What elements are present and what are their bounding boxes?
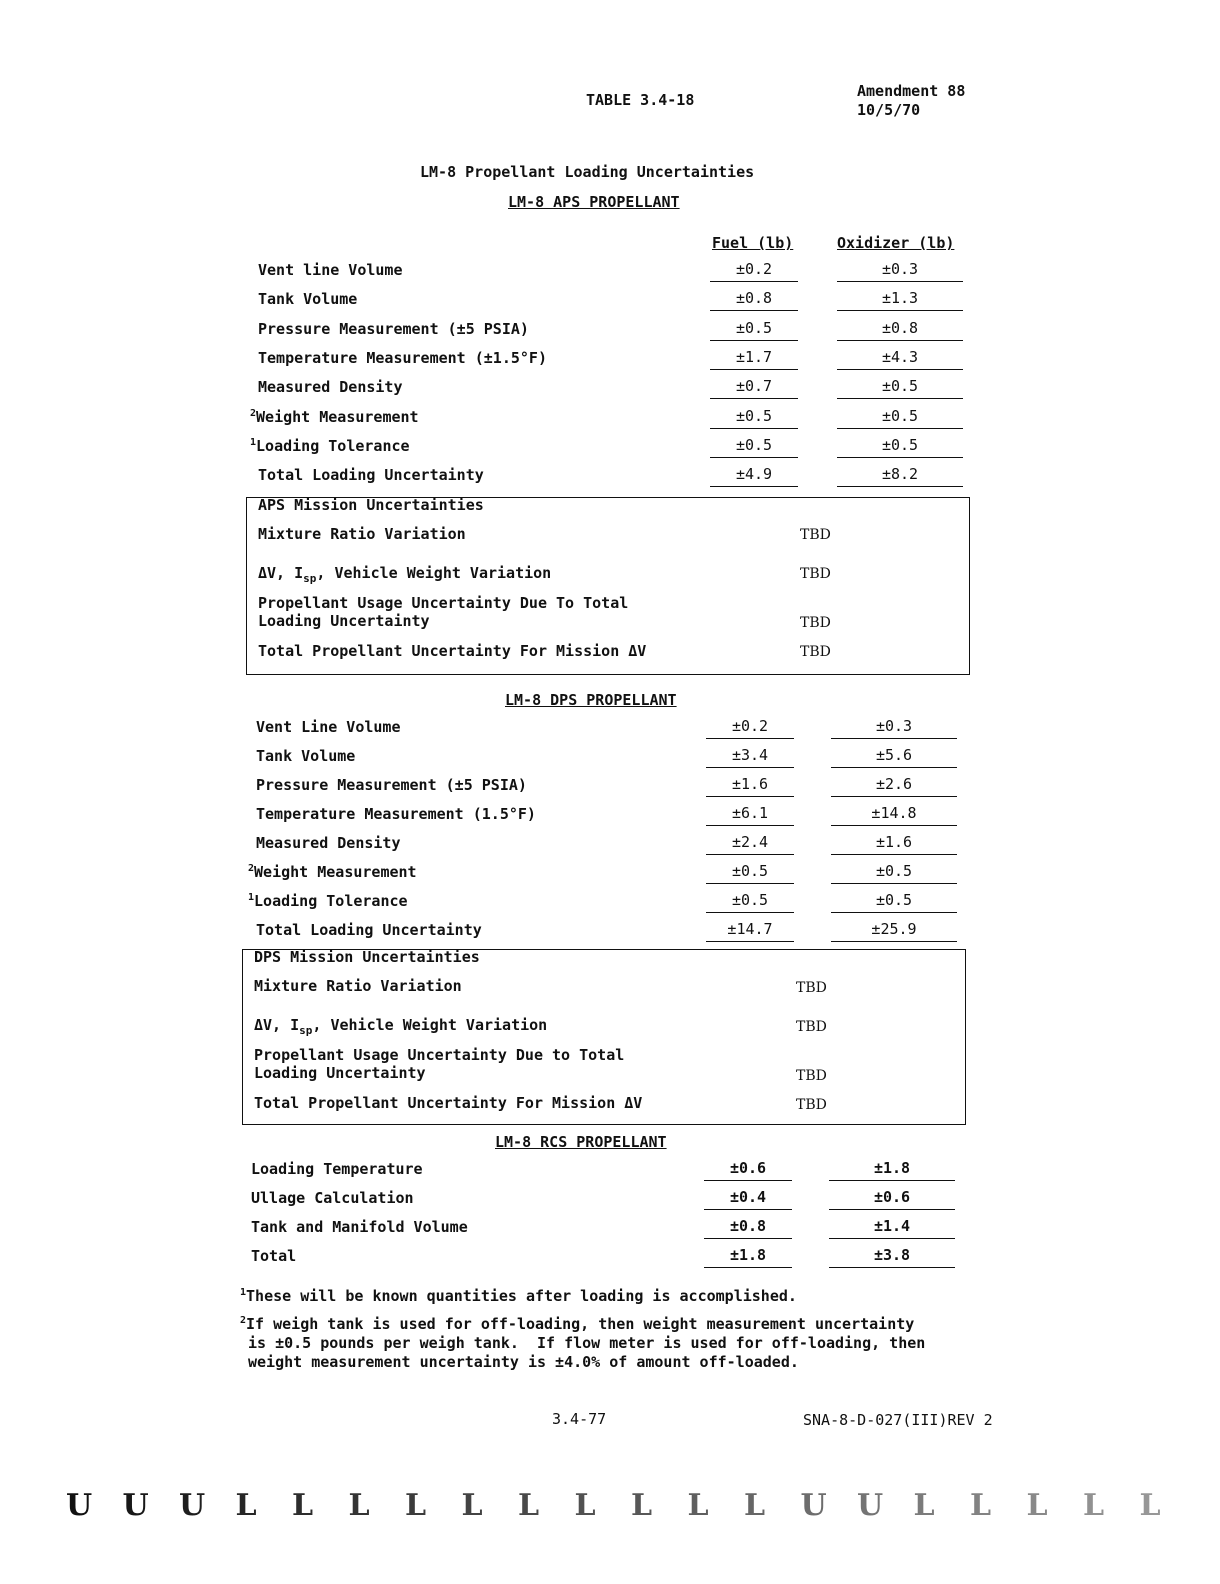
- aps-row-label-text: Weight Measurement: [256, 407, 419, 426]
- aps-fuel-value: ±4.9: [710, 464, 798, 487]
- dps-mixture-label: Mixture Ratio Variation: [254, 977, 462, 995]
- aps-dv-prefix: ΔV, I: [258, 564, 304, 582]
- dps-oxidizer-value: ±0.3: [831, 716, 957, 739]
- dps-mission-box: [242, 949, 966, 1125]
- dps-dv-prefix: ΔV, I: [254, 1016, 300, 1034]
- dps-row-label-text: Total Loading Uncertainty: [256, 921, 482, 939]
- dps-row-label-text: Measured Density: [256, 834, 401, 852]
- oxidizer-column-header: Oxidizer (lb): [837, 234, 955, 252]
- aps-row-label: [258, 261, 403, 279]
- footnote-2-text-1: If weigh tank is used for off-loading, then weight measurement uncertainty: [246, 1315, 915, 1333]
- edge-mark: L: [1139, 1488, 1161, 1523]
- aps-oxidizer-value: ±0.8: [837, 318, 963, 341]
- edge-mark: L: [970, 1488, 992, 1523]
- dps-dv-label: [254, 1016, 547, 1037]
- footnote-2-marker: 2: [240, 1315, 247, 1326]
- rcs-oxidizer-value: ±1.8: [829, 1158, 955, 1181]
- aps-total-tbd: TBD: [800, 644, 831, 660]
- dps-row-footnote-marker: 1: [248, 892, 255, 903]
- footnote-1-text: These will be known quantities after loading is accomplished.: [246, 1287, 797, 1305]
- rcs-fuel-value: ±0.4: [704, 1187, 792, 1210]
- aps-dv-label: [258, 564, 551, 585]
- aps-row-label: [258, 466, 484, 484]
- aps-row-label: [250, 408, 419, 426]
- aps-total-mission-label: Total Propellant Uncertainty For Mission ΔV: [258, 642, 647, 660]
- aps-oxidizer-value: ±0.5: [837, 406, 963, 429]
- dps-oxidizer-value: ±2.6: [831, 774, 957, 797]
- amendment-label: Amendment 88: [857, 82, 966, 100]
- dps-oxidizer-value: ±1.6: [831, 832, 957, 855]
- aps-row-label-text: Vent line Volume: [258, 261, 403, 279]
- rcs-row-label: [251, 1247, 296, 1265]
- aps-row-label: [258, 290, 357, 308]
- edge-marks: [0, 1488, 1220, 1528]
- dps-fuel-value: ±14.7: [706, 919, 794, 942]
- dps-row-label: [256, 921, 482, 939]
- dps-row-label-text: Temperature Measurement (1.5°F): [256, 805, 536, 823]
- aps-usage-label-1: Propellant Usage Uncertainty Due To Total: [258, 594, 629, 612]
- dps-row-label-text: Pressure Measurement (±5 PSIA): [256, 776, 527, 794]
- aps-oxidizer-value: ±8.2: [837, 464, 963, 487]
- aps-mixture-label: Mixture Ratio Variation: [258, 525, 466, 543]
- fuel-column-header: Fuel (lb): [712, 234, 794, 252]
- dps-usage-label-1: Propellant Usage Uncertainty Due to Total: [254, 1046, 625, 1064]
- edge-mark: L: [913, 1488, 935, 1523]
- amendment-date: 10/5/70: [857, 101, 921, 119]
- edge-mark: L: [744, 1488, 766, 1523]
- dps-usage-tbd: TBD: [796, 1068, 827, 1084]
- aps-fuel-value: ±0.5: [710, 318, 798, 341]
- aps-mixture-tbd: TBD: [800, 527, 831, 543]
- dps-dv-suffix: , Vehicle Weight Variation: [312, 1016, 548, 1034]
- dps-fuel-value: ±0.2: [706, 716, 794, 739]
- footnote-2-line-3: weight measurement uncertainty is ±4.0% of amount off-loaded.: [248, 1353, 799, 1371]
- aps-fuel-value: ±0.8: [710, 288, 798, 311]
- table-number: TABLE 3.4-18: [586, 91, 695, 109]
- document-id: SNA-8-D-027(III)REV 2: [803, 1411, 993, 1429]
- dps-oxidizer-value: ±0.5: [831, 861, 957, 884]
- rcs-row-label: [251, 1218, 468, 1236]
- dps-mission-heading: DPS Mission Uncertainties: [254, 948, 480, 966]
- edge-mark: L: [1083, 1488, 1105, 1523]
- dps-oxidizer-value: ±0.5: [831, 890, 957, 913]
- aps-fuel-value: ±0.2: [710, 259, 798, 282]
- rcs-fuel-value: ±1.8: [704, 1245, 792, 1268]
- dps-row-label: [256, 776, 527, 794]
- edge-mark: U: [857, 1488, 884, 1523]
- aps-row-label: [250, 437, 410, 455]
- dps-fuel-value: ±0.5: [706, 861, 794, 884]
- aps-oxidizer-value: ±0.5: [837, 435, 963, 458]
- rcs-row-label: [251, 1160, 423, 1178]
- aps-fuel-value: ±0.7: [710, 376, 798, 399]
- edge-mark: L: [518, 1488, 540, 1523]
- edge-mark: L: [461, 1488, 483, 1523]
- aps-row-label: [258, 349, 547, 367]
- dps-fuel-value: ±2.4: [706, 832, 794, 855]
- aps-row-label: [258, 378, 403, 396]
- dps-oxidizer-value: ±5.6: [831, 745, 957, 768]
- dps-fuel-value: ±1.6: [706, 774, 794, 797]
- footnote-2-line-1: [240, 1315, 914, 1333]
- dps-row-footnote-marker: 2: [248, 863, 255, 874]
- rcs-row-label: [251, 1189, 414, 1207]
- aps-row-label-text: Loading Tolerance: [256, 436, 410, 455]
- dps-total-tbd: TBD: [796, 1097, 827, 1113]
- edge-mark: L: [687, 1488, 709, 1523]
- aps-oxidizer-value: ±1.3: [837, 288, 963, 311]
- rcs-oxidizer-value: ±3.8: [829, 1245, 955, 1268]
- dps-fuel-value: ±3.4: [706, 745, 794, 768]
- aps-fuel-value: ±0.5: [710, 435, 798, 458]
- aps-usage-tbd: TBD: [800, 615, 831, 631]
- rcs-oxidizer-value: ±1.4: [829, 1216, 955, 1239]
- dps-row-label: [256, 805, 536, 823]
- aps-dv-suffix: , Vehicle Weight Variation: [316, 564, 552, 582]
- rcs-fuel-value: ±0.8: [704, 1216, 792, 1239]
- aps-dv-sub: sp: [303, 572, 317, 585]
- aps-fuel-value: ±1.7: [710, 347, 798, 370]
- edge-mark: L: [1026, 1488, 1048, 1523]
- aps-dv-tbd: TBD: [800, 566, 831, 582]
- edge-mark: U: [800, 1488, 827, 1523]
- dps-mixture-tbd: TBD: [796, 980, 827, 996]
- dps-row-label: [256, 718, 401, 736]
- rcs-row-label-text: Total: [251, 1247, 297, 1265]
- rcs-heading: LM-8 RCS PROPELLANT: [495, 1133, 667, 1151]
- rcs-row-label-text: Ullage Calculation: [251, 1189, 414, 1207]
- rcs-row-label-text: Loading Temperature: [251, 1160, 423, 1178]
- dps-row-label-text: Vent Line Volume: [256, 718, 401, 736]
- footnote-1-marker: 1: [240, 1287, 247, 1298]
- aps-heading: LM-8 APS PROPELLANT: [508, 193, 680, 211]
- dps-row-label: [256, 747, 355, 765]
- edge-mark: L: [292, 1488, 314, 1523]
- dps-usage-label-2: Loading Uncertainty: [254, 1064, 426, 1082]
- rcs-oxidizer-value: ±0.6: [829, 1187, 955, 1210]
- aps-row-label-text: Measured Density: [258, 378, 403, 397]
- dps-row-label: [248, 863, 417, 881]
- aps-row-footnote-marker: 2: [250, 407, 257, 419]
- aps-mission-heading: APS Mission Uncertainties: [258, 496, 484, 514]
- page-number: 3.4-77: [552, 1410, 607, 1428]
- page-title: LM-8 Propellant Loading Uncertainties: [420, 163, 755, 181]
- edge-mark: U: [179, 1488, 206, 1523]
- aps-usage-label-2: Loading Uncertainty: [258, 612, 430, 630]
- edge-mark: L: [235, 1488, 257, 1523]
- aps-row-label: [258, 320, 529, 338]
- dps-heading: LM-8 DPS PROPELLANT: [505, 691, 677, 709]
- edge-mark: L: [405, 1488, 427, 1523]
- aps-row-footnote-marker: 1: [250, 436, 257, 448]
- dps-fuel-value: ±0.5: [706, 890, 794, 913]
- dps-row-label-text: Weight Measurement: [254, 863, 417, 881]
- aps-oxidizer-value: ±0.5: [837, 376, 963, 399]
- rcs-fuel-value: ±0.6: [704, 1158, 792, 1181]
- footnote-1: [240, 1287, 797, 1305]
- edge-mark: U: [122, 1488, 149, 1523]
- aps-fuel-value: ±0.5: [710, 406, 798, 429]
- dps-oxidizer-value: ±25.9: [831, 919, 957, 942]
- aps-row-label-text: Temperature Measurement (±1.5°F): [258, 348, 547, 367]
- dps-row-label-text: Tank Volume: [256, 747, 356, 765]
- edge-mark: L: [631, 1488, 653, 1523]
- dps-total-mission-label: Total Propellant Uncertainty For Mission ΔV: [254, 1094, 643, 1112]
- footnote-2-line-2: is ±0.5 pounds per weigh tank. If flow meter is used for off-loading, then: [248, 1334, 926, 1352]
- edge-mark: L: [348, 1488, 370, 1523]
- aps-row-label-text: Tank Volume: [258, 290, 358, 309]
- dps-row-label: [256, 834, 401, 852]
- aps-row-label-text: Pressure Measurement (±5 PSIA): [258, 319, 529, 338]
- dps-fuel-value: ±6.1: [706, 803, 794, 826]
- dps-row-label: [248, 892, 408, 910]
- aps-row-label-text: Total Loading Uncertainty: [258, 466, 484, 485]
- aps-mission-box: [246, 497, 970, 675]
- dps-row-label-text: Loading Tolerance: [254, 892, 408, 910]
- aps-oxidizer-value: ±0.3: [837, 259, 963, 282]
- dps-dv-sub: sp: [299, 1024, 313, 1037]
- dps-dv-tbd: TBD: [796, 1019, 827, 1035]
- edge-mark: U: [66, 1488, 93, 1523]
- rcs-row-label-text: Tank and Manifold Volume: [251, 1218, 468, 1236]
- aps-oxidizer-value: ±4.3: [837, 347, 963, 370]
- dps-oxidizer-value: ±14.8: [831, 803, 957, 826]
- edge-mark: L: [574, 1488, 596, 1523]
